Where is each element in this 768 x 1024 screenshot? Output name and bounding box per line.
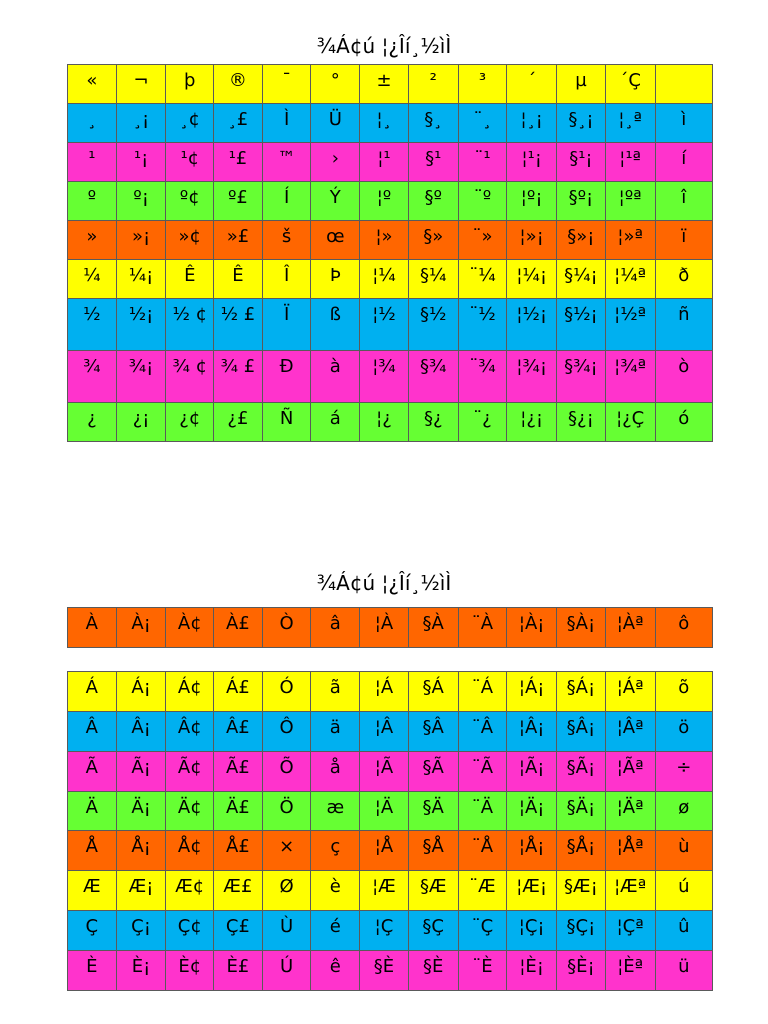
table-cell: ¨º [458,182,507,221]
table-cell: §À¡ [557,608,606,648]
table-cell: ¦¼ [360,260,409,299]
table-cell: §Ä¡ [557,792,606,831]
table-cell: ¦Æª [605,871,655,911]
table-cell: á [311,403,360,442]
table-cell: « [68,65,117,104]
table-cell: ¦Èª [605,951,655,991]
table-cell: º [68,182,117,221]
table-cell: ½ £ [214,299,263,351]
table-cell: Ö [262,792,311,831]
table-cell: ¦Æ¡ [507,871,557,911]
table-row [68,299,713,351]
table-cell: º¢ [166,182,214,221]
table-cell: ¦¹ª [605,143,655,182]
table-cell: À£ [214,608,263,648]
table-cell: ¦½¡ [507,299,557,351]
table-cell: ¦Ã¡ [507,752,557,792]
table-cell: ¨» [458,221,507,260]
table-cell: ¦Å¡ [507,831,557,871]
table-cell: ¦Ã [360,752,409,792]
table-cell: Ç¢ [166,911,214,951]
table-cell: ¦À [360,608,409,648]
table-cell: ¨È [458,951,507,991]
table-cell: ¸¢ [166,104,214,143]
table-cell: »¢ [166,221,214,260]
table-cell: Á¡ [116,672,166,712]
table-cell: ¦»ª [605,221,655,260]
table-row [68,831,713,871]
table-cell: ¦À¡ [507,608,557,648]
table-cell: §¾¡ [557,351,606,403]
table-cell: ¦Ä¡ [507,792,557,831]
table-row [68,182,713,221]
table-cell: Æ£ [214,871,263,911]
table-cell: ¦¾¡ [507,351,557,403]
table-cell: ¦Äª [605,792,655,831]
table-cell: Ù [262,911,311,951]
table-cell: º£ [214,182,263,221]
character-table-1 [67,64,713,442]
table-cell: ô [655,608,712,648]
table-cell: » [68,221,117,260]
character-table-2 [67,671,713,991]
table-cell: Ê [166,260,214,299]
table-cell: Á [68,672,117,712]
table-cell: Ã¡ [116,752,166,792]
table-cell: ¦½ª [605,299,655,351]
table-cell: ¨Â [458,712,507,752]
table-cell: ® [214,65,263,104]
table-cell: ¨¾ [458,351,507,403]
table-cell: §È [360,951,409,991]
table-cell: ¦» [360,221,409,260]
table-cell: ó [655,403,712,442]
table-row [68,403,713,442]
table-cell: Ô [262,712,311,752]
table-cell: Ü [311,104,360,143]
table-cell: Â£ [214,712,263,752]
table-cell: þ [166,65,214,104]
table-cell: ê [311,951,360,991]
table-cell: Æ [68,871,117,911]
table-cell: Ã [68,752,117,792]
table-cell [655,65,712,104]
table-cell: Î [262,260,311,299]
table-cell: §Ç [408,911,458,951]
table-cell: Å£ [214,831,263,871]
table-cell: §Å [408,831,458,871]
table-row [68,911,713,951]
table-cell: Â¡ [116,712,166,752]
table-cell: ¹¢ [166,143,214,182]
table-cell: ¦¹¡ [507,143,557,182]
table-cell: §Å¡ [557,831,606,871]
table-cell: §Ç¡ [557,911,606,951]
table-cell: Â [68,712,117,752]
table-cell: §¹ [408,143,458,182]
table-cell: §Á [408,672,458,712]
table-cell: ¦È¡ [507,951,557,991]
table-cell: Ê [214,260,263,299]
table-cell: ¨¼ [458,260,507,299]
table-cell: æ [311,792,360,831]
table-cell: Ò [262,608,311,648]
table-cell: ñ [655,299,712,351]
table-cell: ø [655,792,712,831]
table-cell: ¹¡ [116,143,166,182]
table-row [68,351,713,403]
table-cell: Ú [262,951,311,991]
table-cell: §º¡ [557,182,606,221]
table-cell: §¸¡ [557,104,606,143]
table-cell: ½ ¢ [166,299,214,351]
table-cell: × [262,831,311,871]
table-cell: §Â¡ [557,712,606,752]
table-cell: ¨¿ [458,403,507,442]
table-row [68,221,713,260]
table-cell: §Ä [408,792,458,831]
table-cell: µ [557,65,606,104]
table-cell: ä [311,712,360,752]
table-row [68,260,713,299]
table-cell: À¡ [116,608,166,648]
table-cell: ¿£ [214,403,263,442]
table-row [68,871,713,911]
table-cell: Ç£ [214,911,263,951]
table-cell: ¨Å [458,831,507,871]
table-row [68,65,713,104]
table-cell: ¦Ç¡ [507,911,557,951]
table-cell: ™ [262,143,311,182]
table-cell: ¨½ [458,299,507,351]
table-cell: ¿¡ [116,403,166,442]
table-cell: §Æ¡ [557,871,606,911]
table-cell: Ä¡ [116,792,166,831]
table-cell: §Á¡ [557,672,606,712]
table-cell: ¦Åª [605,831,655,871]
table-cell: »¡ [116,221,166,260]
table-cell: ¦º [360,182,409,221]
table-cell: š [262,221,311,260]
table-cell: ¦Ç [360,911,409,951]
table-cell: î [655,182,712,221]
table-cell: ¦¸ [360,104,409,143]
table-cell: Æ¢ [166,871,214,911]
table-cell: ¦Á [360,672,409,712]
table-cell: §Æ [408,871,458,911]
table-cell: ¦º¡ [507,182,557,221]
table-cell: §»¡ [557,221,606,260]
table-cell: Ï [262,299,311,351]
table-cell: ¦¿¡ [507,403,557,442]
table-row [68,143,713,182]
table-cell: ¯ [262,65,311,104]
table-cell: ü [655,951,712,991]
table-cell: ð [655,260,712,299]
table-cell: Ã¢ [166,752,214,792]
table-cell: ¦½ [360,299,409,351]
table-cell: ½¡ [116,299,166,351]
table-cell: ¦Áª [605,672,655,712]
table-cell: ¦»¡ [507,221,557,260]
table-cell: ¼¡ [116,260,166,299]
table-cell: »£ [214,221,263,260]
table-cell: ¦¸¡ [507,104,557,143]
table-cell: Í [262,182,311,221]
table-cell: ú [655,871,712,911]
table-cell: ¦Âª [605,712,655,752]
table-cell: Ý [311,182,360,221]
table-cell: ¨¸ [458,104,507,143]
table-cell: Å [68,831,117,871]
table-cell: º¡ [116,182,166,221]
table-cell: Ì [262,104,311,143]
table-cell: ¦¿ [360,403,409,442]
table-cell: ÷ [655,752,712,792]
table-row [68,792,713,831]
table-cell: ¿ [68,403,117,442]
table-cell: §¼ [408,260,458,299]
table-row [68,712,713,752]
table-cell: ¨Á [458,672,507,712]
table-cell: ì [655,104,712,143]
table-cell: ¨Ç [458,911,507,951]
table-cell: ¦¸ª [605,104,655,143]
table-cell: Æ¡ [116,871,166,911]
table-cell: Ç [68,911,117,951]
table-cell: ¼ [68,260,117,299]
table-cell: ö [655,712,712,752]
table-cell: ¦Àª [605,608,655,648]
table-cell: ´ [507,65,557,104]
table-cell: ± [360,65,409,104]
table-cell: ß [311,299,360,351]
table-cell: ¾¡ [116,351,166,403]
table-cell: è [311,871,360,911]
table-cell: í [655,143,712,182]
table-cell: ¦Â [360,712,409,752]
table-cell: ¨Ä [458,792,507,831]
table-cell: §È [408,951,458,991]
table-cell: §¼¡ [557,260,606,299]
table-cell: ¦Çª [605,911,655,951]
table-cell: §¹¡ [557,143,606,182]
table-cell: ¹ [68,143,117,182]
table-cell: §¸ [408,104,458,143]
table-cell: ² [408,65,458,104]
table-row [68,672,713,712]
table-cell: ¬ [116,65,166,104]
table-cell: À [68,608,117,648]
table-cell: §Ã¡ [557,752,606,792]
table-cell: ³ [458,65,507,104]
table-cell: ¨Ã [458,752,507,792]
table-cell: ò [655,351,712,403]
table-cell: à [311,351,360,403]
table-cell: Ä [68,792,117,831]
table-cell: §È¡ [557,951,606,991]
table-cell: Å¡ [116,831,166,871]
table-cell: û [655,911,712,951]
table-cell: ç [311,831,360,871]
table-cell: ¦ºª [605,182,655,221]
sheet-2-title: ¾Á¢ú ¦¿Îí¸½ìÌ [316,571,452,595]
table-cell: ° [311,65,360,104]
table-cell: ¦Á¡ [507,672,557,712]
table-cell: ï [655,221,712,260]
table-cell: ½ [68,299,117,351]
table-cell: ´Ç [605,65,655,104]
table-cell: §Ã [408,752,458,792]
table-cell: ¦¾ [360,351,409,403]
table-cell: ¦¹ [360,143,409,182]
table-cell: Ñ [262,403,311,442]
table-cell: ¸£ [214,104,263,143]
table-cell: å [311,752,360,792]
table-cell: §º [408,182,458,221]
table-cell: ¨¹ [458,143,507,182]
table-cell: â [311,608,360,648]
table-row [68,752,713,792]
table-cell: Á£ [214,672,263,712]
table-cell: È¡ [116,951,166,991]
table-cell: ¦Ä [360,792,409,831]
table-cell: Þ [311,260,360,299]
table-cell: §½ [408,299,458,351]
table-cell: ù [655,831,712,871]
table-cell: §½¡ [557,299,606,351]
table-cell: ¨Æ [458,871,507,911]
table-cell: œ [311,221,360,260]
table-cell: ¦¿Ç [605,403,655,442]
table-cell: ¦Æ [360,871,409,911]
table-cell: ¹£ [214,143,263,182]
table-cell: §Â [408,712,458,752]
table-cell: ¦¼ª [605,260,655,299]
table-cell: ¸ [68,104,117,143]
table-cell: ¦Â¡ [507,712,557,752]
table-cell: ¸¡ [116,104,166,143]
table-cell: é [311,911,360,951]
table-cell: Ä£ [214,792,263,831]
table-cell: ¦¾ª [605,351,655,403]
character-table-2-header-row [67,607,713,648]
table-cell: ã [311,672,360,712]
table-cell: ¦¼¡ [507,260,557,299]
table-cell: Â¢ [166,712,214,752]
table-cell: ¦Ãª [605,752,655,792]
sheet-1-title: ¾Á¢ú ¦¿Îí¸½ìÌ [316,34,452,58]
table-cell: §¿ [408,403,458,442]
table-cell: Ø [262,871,311,911]
table-cell: ¿¢ [166,403,214,442]
table-row [68,104,713,143]
table-cell: Õ [262,752,311,792]
table-cell: ¾ ¢ [166,351,214,403]
table-cell: È [68,951,117,991]
table-cell: È£ [214,951,263,991]
table-row [68,608,713,648]
table-cell: ¨À [458,608,507,648]
table-cell: §À [408,608,458,648]
table-cell: §¾ [408,351,458,403]
table-cell: Ç¡ [116,911,166,951]
table-cell: õ [655,672,712,712]
table-row [68,951,713,991]
table-cell: Å¢ [166,831,214,871]
table-cell: Ð [262,351,311,403]
table-cell: ¦Å [360,831,409,871]
table-cell: È¢ [166,951,214,991]
table-cell: Ó [262,672,311,712]
table-cell: §¿¡ [557,403,606,442]
table-cell: §» [408,221,458,260]
table-cell: Ã£ [214,752,263,792]
table-cell: Ä¢ [166,792,214,831]
table-cell: ¾ £ [214,351,263,403]
table-cell: › [311,143,360,182]
table-cell: À¢ [166,608,214,648]
table-cell: ¾ [68,351,117,403]
table-cell: Á¢ [166,672,214,712]
